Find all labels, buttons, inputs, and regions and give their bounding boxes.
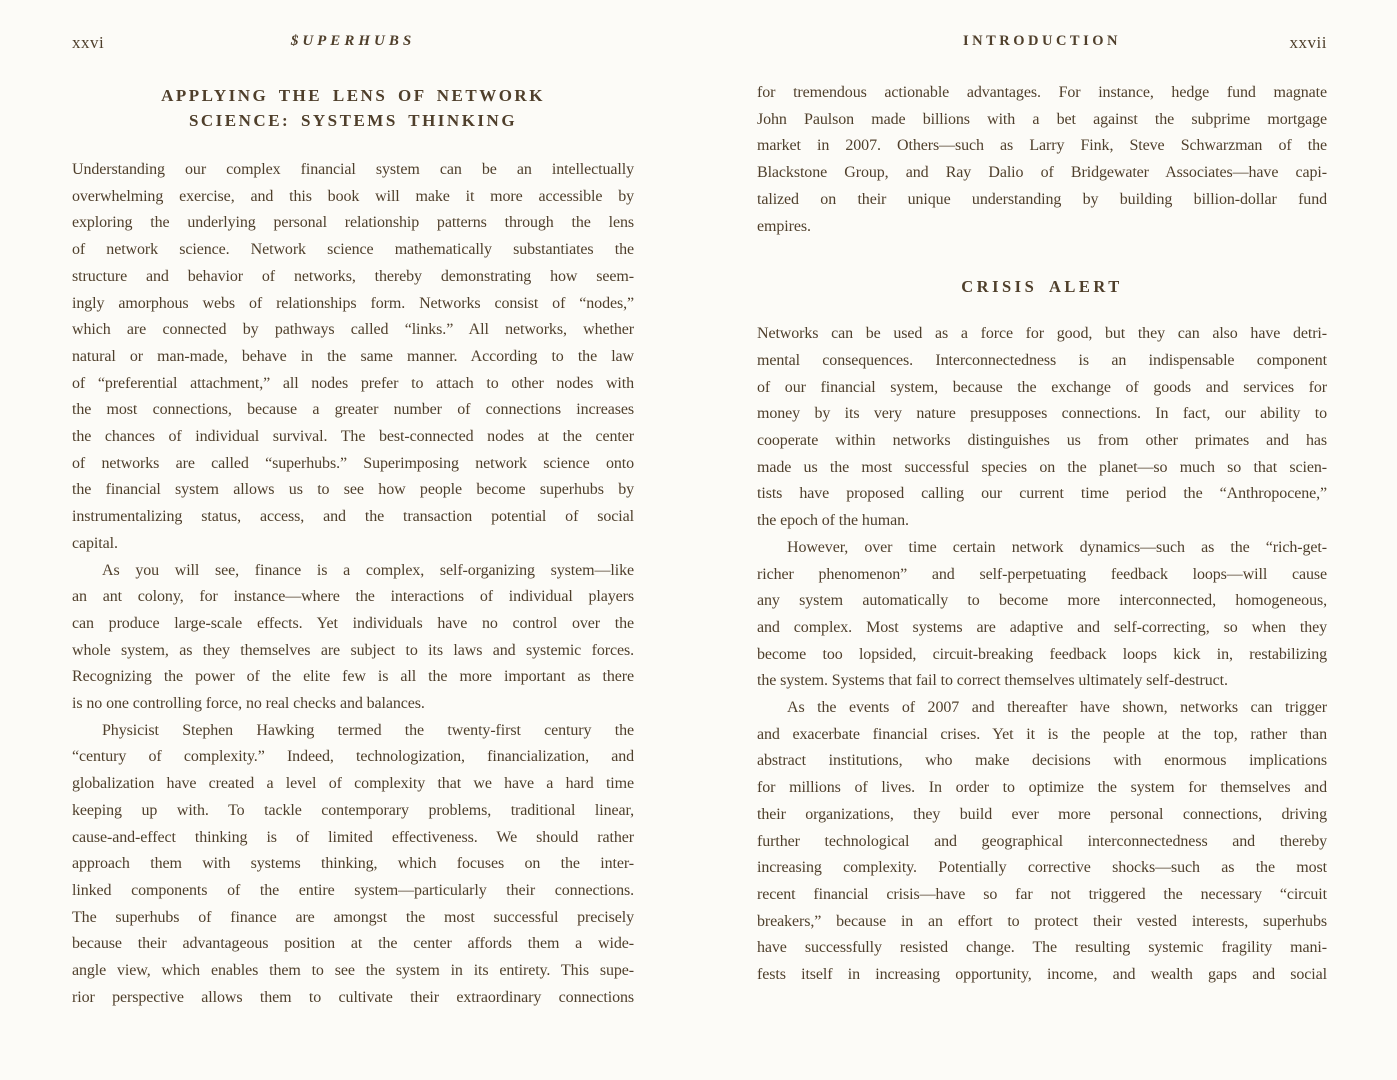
text-line: capital. — [72, 534, 118, 552]
text-line: fests itself in increasing opportunity, income, and wealth gaps and social — [757, 966, 1327, 984]
text-line: money by its very nature presupposes connections. In fact, our ability to — [757, 405, 1327, 423]
page-right — [698, 0, 1396, 1080]
text-line: for tremendous actionable advantages. For instance, hedge fund magnate — [757, 84, 1327, 101]
text-line: globalization have created a level of complexity that we have a hard time — [72, 775, 634, 793]
page-left — [0, 0, 698, 1080]
right-page-header — [757, 33, 1327, 53]
text-line: “century of complexity.” Indeed, technologization, financialization, and — [72, 748, 634, 766]
text-line: their organizations, they build ever more personal connections, driving — [757, 805, 1327, 823]
text-line: the system. Systems that fail to correct themselves ultimately self-destruct. — [757, 672, 1228, 690]
text-line: further technological and geographical interconnectedness and thereby — [757, 832, 1327, 850]
text-line: As you will see, finance is a complex, self-organizing system—like — [102, 561, 634, 579]
crisis-alert-heading: CRISIS ALERT — [961, 277, 1123, 297]
right-body-text-bottom — [757, 321, 1327, 989]
text-line: rior perspective allows them to cultivate their extraordinary connections — [72, 988, 634, 1006]
text-line: an ant colony, for instance—where the interactions of individual players — [72, 588, 634, 606]
text-line: richer phenomenon” and self-perpetuating feedback loops—will cause — [757, 565, 1327, 583]
paragraph — [757, 321, 1327, 535]
right-body-text-top — [757, 80, 1327, 240]
text-line: of network science. Network science mathematically substantiates the — [72, 241, 634, 259]
text-line: whole system, as they themselves are subject to its laws and systemic forces. — [72, 641, 634, 659]
text-line: Recognizing the power of the elite few is all the more important as there — [72, 668, 634, 686]
text-line: of “preferential attachment,” all nodes prefer to attach to other nodes with — [72, 374, 634, 392]
text-line: any system automatically to become more interconnected, homogeneous, — [757, 592, 1327, 610]
running-head-chapter-title: INTRODUCTION — [962, 33, 1121, 49]
text-line: cooperate within networks distinguishes us from other primates and has — [757, 432, 1327, 450]
text-line: the chances of individual survival. The best-connected nodes at the center — [72, 428, 634, 446]
text-line: of networks are called “superhubs.” Superimposing network science onto — [72, 454, 634, 472]
text-line: can produce large-scale effects. Yet individuals have no control over the — [72, 614, 634, 632]
running-head-book-title: $UPERHUBS — [290, 33, 416, 49]
text-line: mental consequences. Interconnectedness is an indispensable component — [757, 351, 1327, 369]
text-line: keeping up with. To tackle contemporary problems, traditional linear, — [72, 801, 634, 819]
text-line: abstract institutions, who make decisions with enormous implications — [757, 752, 1327, 770]
text-line: John Paulson made billions with a bet against the subprime mortgage — [757, 110, 1327, 128]
text-line: the epoch of the human. — [757, 512, 909, 530]
text-line: ingly amorphous webs of relationships form. Networks consist of “nodes,” — [72, 294, 634, 312]
text-line: of our financial system, because the exchange of goods and services for — [757, 378, 1327, 396]
text-line: market in 2007. Others—such as Larry Fink, Steve Schwarzman of the — [757, 137, 1327, 155]
paragraph — [72, 558, 634, 718]
paragraph — [72, 157, 634, 558]
text-line: The superhubs of finance are amongst the most successful precisely — [72, 908, 634, 926]
paragraph — [757, 695, 1327, 989]
text-line: Blackstone Group, and Ray Dalio of Bridgewater Associates—have capi- — [757, 164, 1327, 182]
text-line: overwhelming exercise, and this book will make it more accessible by — [72, 187, 634, 205]
section-heading-line1: APPLYING THE LENS OF NETWORK — [161, 86, 545, 105]
section-heading-line2: SCIENCE: SYSTEMS THINKING — [188, 111, 518, 130]
left-page-header — [72, 33, 634, 53]
text-line: recent financial crisis—have so far not triggered the necessary “circuit — [757, 885, 1327, 903]
text-line: is no one controlling force, no real checks and balances. — [72, 695, 425, 713]
section-heading — [72, 83, 634, 133]
text-line: which are connected by pathways called “links.” All networks, whether — [72, 321, 634, 339]
text-line: and complex. Most systems are adaptive and self-correcting, so when they — [757, 618, 1327, 636]
paragraph — [72, 718, 634, 1012]
text-line: tists have proposed calling our current time period the “Anthropocene,” — [757, 485, 1327, 503]
text-line: cause-and-effect thinking is of limited effectiveness. We should rather — [72, 828, 634, 846]
text-line: However, over time certain network dynamics—such as the “rich-get- — [787, 538, 1327, 556]
text-line: because their advantageous position at the center affords them a wide- — [72, 935, 634, 953]
text-line: exploring the underlying personal relationship patterns through the lens — [72, 214, 634, 232]
text-line: linked components of the entire system—particularly their connections. — [72, 881, 634, 899]
text-line: have successfully resisted change. The resulting systemic fragility mani- — [757, 939, 1327, 957]
text-line: breakers,” because in an effort to protect their vested interests, superhubs — [757, 912, 1327, 930]
paragraph — [757, 80, 1327, 240]
text-line: natural or man-made, behave in the same manner. According to the law — [72, 347, 634, 365]
text-line: approach them with systems thinking, which focuses on the inter- — [72, 855, 634, 873]
right-page-number: xxvii — [1289, 33, 1327, 52]
text-line: become too lopsided, circuit-breaking feedback loops kick in, restabilizing — [757, 645, 1327, 663]
text-line: instrumentalizing status, access, and the transaction potential of social — [72, 508, 634, 526]
paragraph — [757, 535, 1327, 695]
text-line: structure and behavior of networks, thereby demonstrating how seem- — [72, 267, 634, 285]
text-line: talized on their unique understanding by building billion-dollar fund — [757, 190, 1327, 208]
text-line: empires. — [757, 217, 811, 235]
text-line: Physicist Stephen Hawking termed the twenty-first century the — [102, 721, 634, 739]
text-line: made us the most successful species on the planet—so much so that scien- — [757, 458, 1327, 476]
text-line: the financial system allows us to see how people become superhubs by — [72, 481, 634, 499]
text-line: increasing complexity. Potentially corrective shocks—such as the most — [757, 859, 1327, 877]
left-body-text — [72, 157, 634, 1012]
text-line: for millions of lives. In order to optimize the system for themselves and — [757, 779, 1327, 797]
text-line: angle view, which enables them to see the system in its entirety. This supe- — [72, 962, 634, 980]
text-line: and exacerbate financial crises. Yet it is the people at the top, rather than — [757, 725, 1327, 743]
text-line: As the events of 2007 and thereafter have shown, networks can trigger — [787, 699, 1327, 717]
text-line: the most connections, because a greater number of connections increases — [72, 401, 634, 419]
left-page-number: xxvi — [72, 33, 105, 52]
text-line: Understanding our complex financial system can be an intellectually — [72, 161, 634, 178]
text-line: Networks can be used as a force for good, but they can also have detri- — [757, 325, 1327, 343]
